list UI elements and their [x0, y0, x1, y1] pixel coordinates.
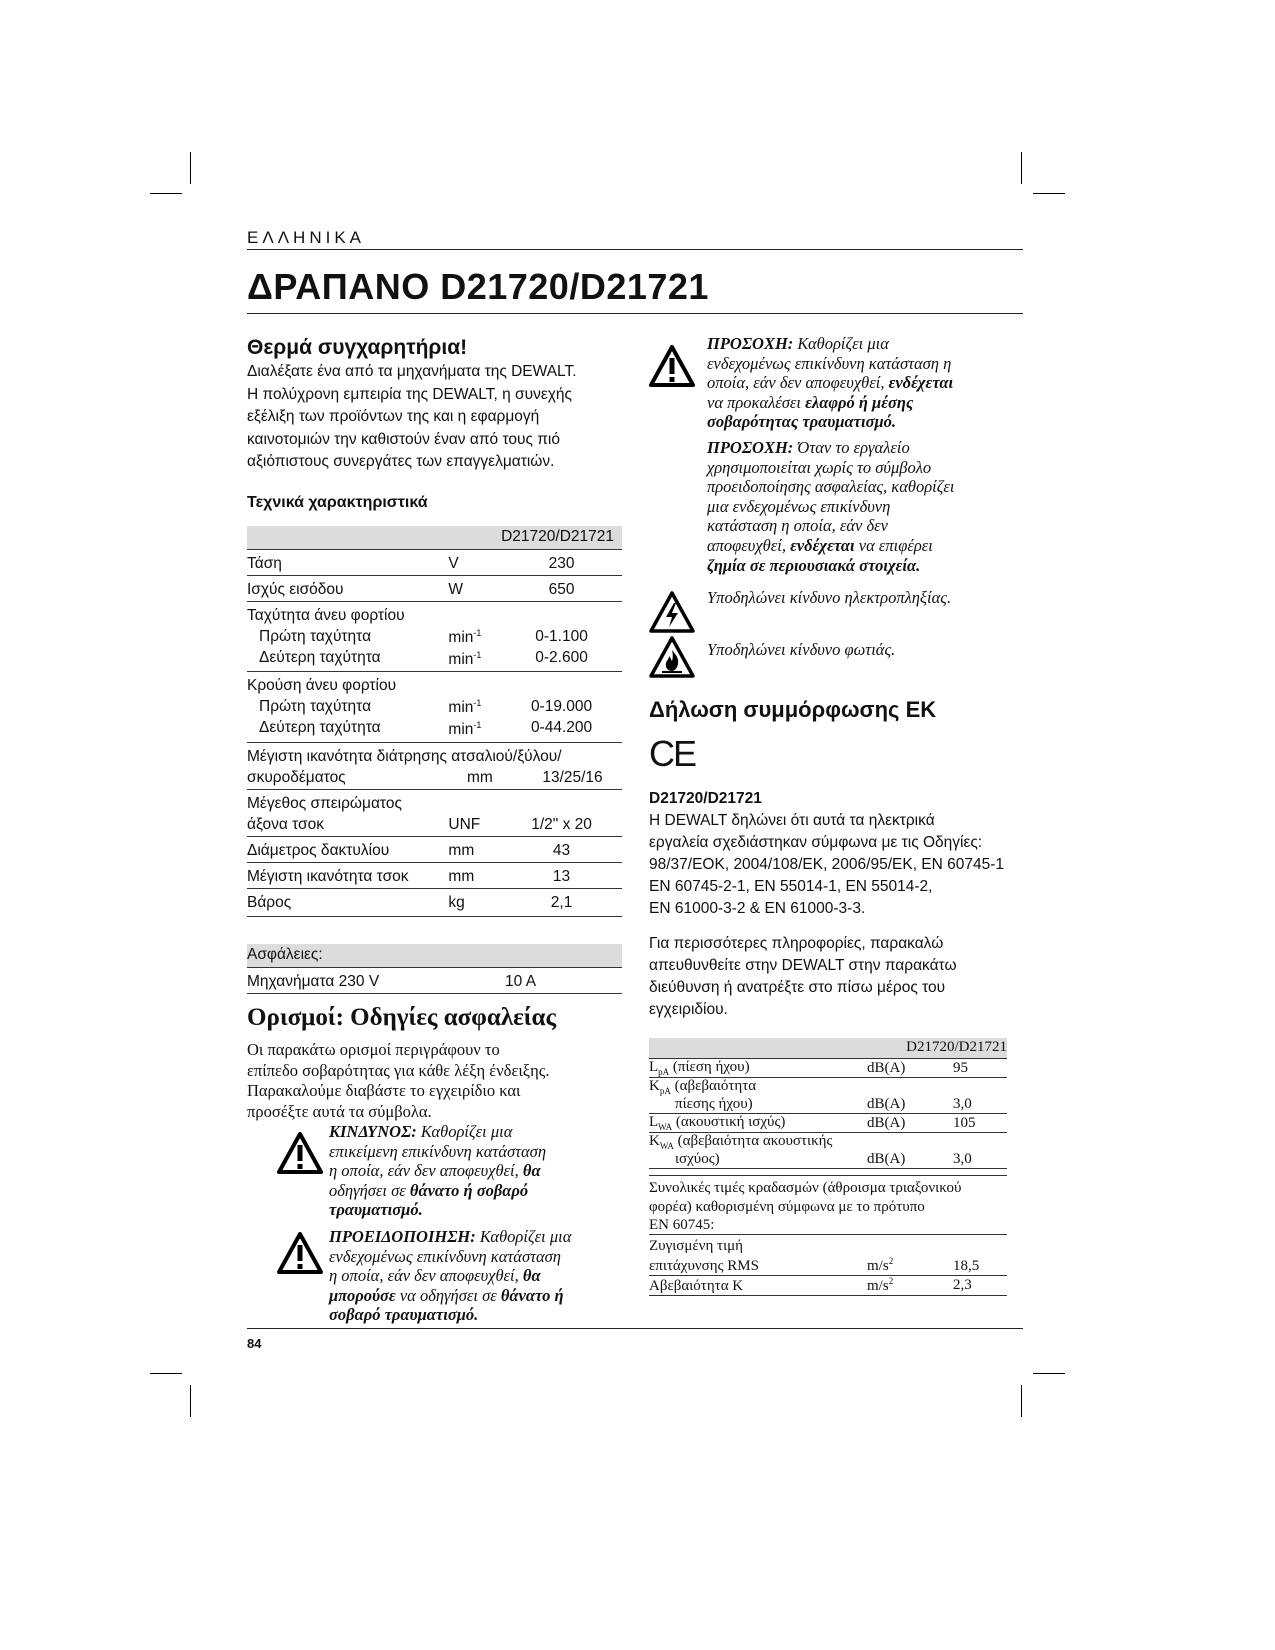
ce-mark	[649, 733, 695, 775]
spec-label: Βάρος	[247, 888, 448, 916]
language-label: ΕΛΛΗΝΙΚΑ	[247, 228, 366, 247]
conformity-line: EN 60745-2-1, EN 55014-1, EN 55014-2,	[649, 878, 933, 895]
sound-unit: dB(A)	[867, 1114, 953, 1133]
spec-unit: V	[448, 550, 501, 576]
vibration-unit: $m/s^2$	[867, 1235, 953, 1276]
definitions-line: προσέξτε αυτά τα σύμβολα.	[247, 1101, 432, 1121]
spec-label: Μηχανήματα 230 V	[247, 968, 505, 994]
conformity-more-text	[649, 933, 1023, 1021]
spec-value: 0-44.200	[530, 719, 593, 737]
table-row	[649, 1133, 1007, 1169]
spec-unit: kg	[448, 888, 501, 916]
conformity-line: εργαλεία σχεδιάστηκαν σύμφωνα με τις Οδηγίες:	[649, 834, 983, 851]
spec-label: Μέγιστη ικανότητα τσοκ	[247, 862, 448, 888]
definitions-line: επίπεδο σοβαρότητας για κάθε λέξη ένδειξης.	[247, 1060, 550, 1080]
spec-value: 0-2.600	[535, 649, 588, 666]
intro-line: Διαλέξατε ένα από τα μηχανήματα της DEWALT.	[247, 363, 577, 380]
fuses-table	[247, 944, 622, 994]
table-row	[247, 968, 622, 994]
intro-line: καινοτομιών την καθιστούν έναν από τους πιό	[247, 430, 560, 448]
sound-label: $L_{pA}$ (πίεση ήχου)	[649, 1059, 867, 1078]
crop-mark	[150, 193, 182, 194]
fire-hazard-icon	[649, 636, 695, 678]
spec-label: Κρούση άνευ φορτίου	[247, 677, 397, 695]
sound-label: $K_{pA}$ (αβεβαιότητα πίεσης ήχου)	[649, 1078, 867, 1114]
spec-label: Μέγεθος σπειρώματος	[247, 794, 402, 812]
spec-sublabel: Πρώτη ταχύτητα	[259, 628, 372, 645]
definitions-heading: Ορισμοί: Οδηγίες ασφαλείας	[247, 1004, 557, 1031]
spec-unit: $\min^{-1}$	[448, 650, 482, 669]
spec-value: 650	[501, 576, 622, 602]
table-row	[247, 576, 622, 602]
fire-definition: Υποδηλώνει κίνδυνο φωτιάς.	[707, 640, 896, 659]
conformity-model: D21720/D21721	[649, 790, 762, 807]
spec-unit: $\min^{-1}$	[448, 720, 482, 739]
spec-sublabel: Πρώτη ταχύτητα	[259, 698, 372, 716]
sound-value: 3,0	[953, 1133, 1007, 1169]
vibration-line: Συνολικές τιμές κραδασμών (άθροισμα τριαξονικού	[649, 1180, 962, 1196]
spec-unit: mm	[448, 836, 501, 862]
conformity-line: 98/37/ΕΟΚ, 2004/108/ΕΚ, 2006/95/ΕΚ, EN 60745-1	[649, 856, 1005, 873]
spec-label: Ισχύς εισόδου	[247, 576, 448, 602]
warning-triangle-icon	[277, 1232, 323, 1274]
crop-mark	[190, 1385, 191, 1417]
electric-definition: Υποδηλώνει κίνδυνο ηλεκτροπληξίας.	[707, 588, 952, 607]
conformity-line: εγχειριδίου.	[649, 1001, 728, 1018]
fuses-header: Ασφάλειες:	[247, 944, 622, 968]
spec-value: 0-19.000	[530, 698, 593, 716]
table-row	[649, 1235, 1007, 1276]
table-row	[247, 602, 622, 672]
table-row	[247, 672, 622, 742]
spec-unit: $\min^{-1}$	[448, 698, 482, 717]
spec-model-header: D21720/D21721	[501, 526, 622, 550]
spec-unit: mm	[448, 862, 501, 888]
title-rule	[247, 313, 1023, 314]
caution-definition: ΠΡΟΣΟΧΗ: Καθορίζει μια ενδεχομένως επικίνδυνη κατάσταση η οποία, εάν δεν αποφευχθεί, ενδέχεται να προκαλέσει ελαφρό ή μέσης σοβαρότητας τραυματισμό.	[707, 334, 954, 432]
spec-value: 10 A	[505, 968, 622, 994]
sound-value: 3,0	[953, 1078, 1007, 1114]
conformity-line: Για περισσότερες πληροφορίες, παρακαλώ	[649, 935, 944, 952]
sound-unit: dB(A)	[867, 1078, 953, 1114]
table-row	[247, 836, 622, 862]
spec-label: σκυροδέματος	[247, 768, 346, 786]
sound-label: $K_{WA}$ (αβεβαιότητα ακουστικής ισχύος)	[649, 1133, 867, 1169]
page-title: ΔΡΑΠΑΝΟ D21720/D21721	[247, 266, 709, 307]
table-row	[247, 888, 622, 916]
intro-text	[247, 361, 622, 474]
conformity-text	[649, 810, 1023, 920]
spec-value: 1/2" x 20	[531, 815, 592, 833]
warning-definition: ΠΡΟΕΙΔΟΠΟΙΗΣΗ: Καθορίζει μια ενδεχομένως επικίνδυνη κατάσταση η οποία, εάν δεν αποφευχθεί, θα μπορούσε να οδηγήσει σε θάνατο ή σοβαρό τραυματισμό.	[329, 1227, 572, 1325]
spec-label: Ταχύτητα άνευ φορτίου	[247, 607, 405, 624]
vibration-line: φορέα) καθορισμένη σύμφωνα με το πρότυπο	[649, 1198, 925, 1215]
spec-table	[247, 526, 622, 917]
caution-property-definition: ΠΡΟΣΟΧΗ: Όταν το εργαλείο χρησιμοποιείται χωρίς το σύμβολο προειδοποίησης ασφαλείας, καθορίζει μια ενδεχομένως επικίνδυνη κατάσταση η οποία, εάν δεν αποφευχθεί, ενδέχεται να επιφέρει ζημία σε περιουσιακά στοιχεία.	[707, 438, 955, 575]
warning-triangle-icon	[277, 1132, 323, 1174]
spec-unit: $\min^{-1}$	[448, 628, 482, 647]
spec-label: Τάση	[247, 550, 448, 576]
spec-value: 43	[501, 836, 622, 862]
vibration-line: EN 60745:	[649, 1217, 715, 1233]
header-rule	[247, 249, 1023, 250]
spec-label: Μέγιστη ικανότητα διάτρησης ατσαλιού/ξύλου/	[247, 747, 562, 765]
vibration-table	[649, 1234, 1007, 1296]
vibration-value: 18,5	[953, 1235, 1007, 1276]
table-row	[649, 1276, 1007, 1296]
danger-definition: ΚΙΝΔΥΝΟΣ: Καθορίζει μια επικείμενη επικίνδυνη κατάσταση η οποία, εάν δεν αποφευχθεί, θα οδηγήσει σε θάνατο ή σοβαρό τραυματισμό.	[329, 1122, 547, 1220]
vibration-value: 2,3	[953, 1276, 1007, 1296]
crop-mark	[1033, 193, 1065, 194]
intro-heading: Θερμά συγχαρητήρια!	[247, 336, 468, 359]
crop-mark	[190, 152, 191, 184]
sound-value: 105	[953, 1114, 1007, 1133]
table-row	[649, 1114, 1007, 1133]
conformity-line: διεύθυνση ή ανατρέξτε στο πίσω μέρος του	[649, 979, 946, 996]
page-number: 84	[247, 1336, 262, 1351]
sound-unit: dB(A)	[867, 1059, 953, 1078]
vibration-label: Ζυγισμένη τιμή επιτάχυνσης RMS	[649, 1235, 867, 1276]
intro-line: αξιόπιστους συνεργάτες των επαγγελματιών.	[247, 453, 555, 470]
spec-sublabel: Δεύτερη ταχύτητα	[259, 649, 381, 666]
spec-unit: UNF	[448, 815, 481, 833]
conformity-line: Η DEWALT δηλώνει ότι αυτά τα ηλεκτρικά	[649, 812, 935, 829]
sound-table	[649, 1038, 1007, 1169]
crop-mark	[1033, 1373, 1065, 1374]
conformity-line: απευθυνθείτε στην DEWALT στην παρακάτω	[649, 957, 957, 974]
sound-value: 95	[953, 1059, 1007, 1078]
sound-unit: dB(A)	[867, 1133, 953, 1169]
specs-heading: Τεχνικά χαρακτηριστικά	[247, 494, 428, 511]
table-row	[649, 1059, 1007, 1078]
spec-value: 2,1	[501, 888, 622, 916]
intro-line: εξέλιξη των προϊόντων της και η εφαρμογή	[247, 408, 540, 425]
spec-unit: W	[448, 576, 501, 602]
sound-model-header: D21720/D21721	[649, 1038, 1007, 1059]
ce-logo: CE	[649, 733, 696, 774]
spec-label: Διάμετρος δακτυλίου	[247, 836, 448, 862]
table-row	[247, 862, 622, 888]
table-row	[247, 742, 622, 789]
vibration-text	[649, 1175, 1007, 1235]
footer-rule	[247, 1328, 1023, 1329]
definitions-line: Παρακαλούμε διαβάστε το εγχειρίδιο και	[247, 1081, 521, 1100]
conformity-heading: Δήλωση συμμόρφωσης ΕΚ	[649, 697, 937, 722]
table-row	[247, 550, 622, 576]
vibration-label: Αβεβαιότητα K	[649, 1276, 867, 1296]
spec-value: 13	[501, 862, 622, 888]
electric-shock-icon	[649, 591, 695, 633]
table-row	[649, 1078, 1007, 1114]
spec-unit: mm	[467, 768, 493, 786]
vibration-unit: $m/s^2$	[867, 1276, 953, 1296]
intro-line: Η πολύχρονη εμπειρία της DEWALT, η συνεχής	[247, 385, 572, 403]
warning-triangle-icon	[649, 345, 695, 387]
definitions-line: Οι παρακάτω ορισμοί περιγράφουν το	[247, 1040, 500, 1059]
definitions-intro	[247, 1040, 549, 1122]
spec-value: 0-1.100	[535, 628, 588, 645]
crop-mark	[150, 1373, 182, 1374]
sound-label: $L_{WA}$ (ακουστική ισχύς)	[649, 1114, 867, 1133]
spec-label: άξονα τσοκ	[247, 815, 324, 833]
spec-value: 230	[501, 550, 622, 576]
conformity-line: EN 61000-3-2 & EN 61000-3-3.	[649, 900, 866, 917]
spec-value: 13/25/16	[542, 768, 603, 786]
spec-sublabel: Δεύτερη ταχύτητα	[259, 719, 381, 737]
table-row	[247, 789, 622, 836]
page	[247, 0, 1023, 1650]
